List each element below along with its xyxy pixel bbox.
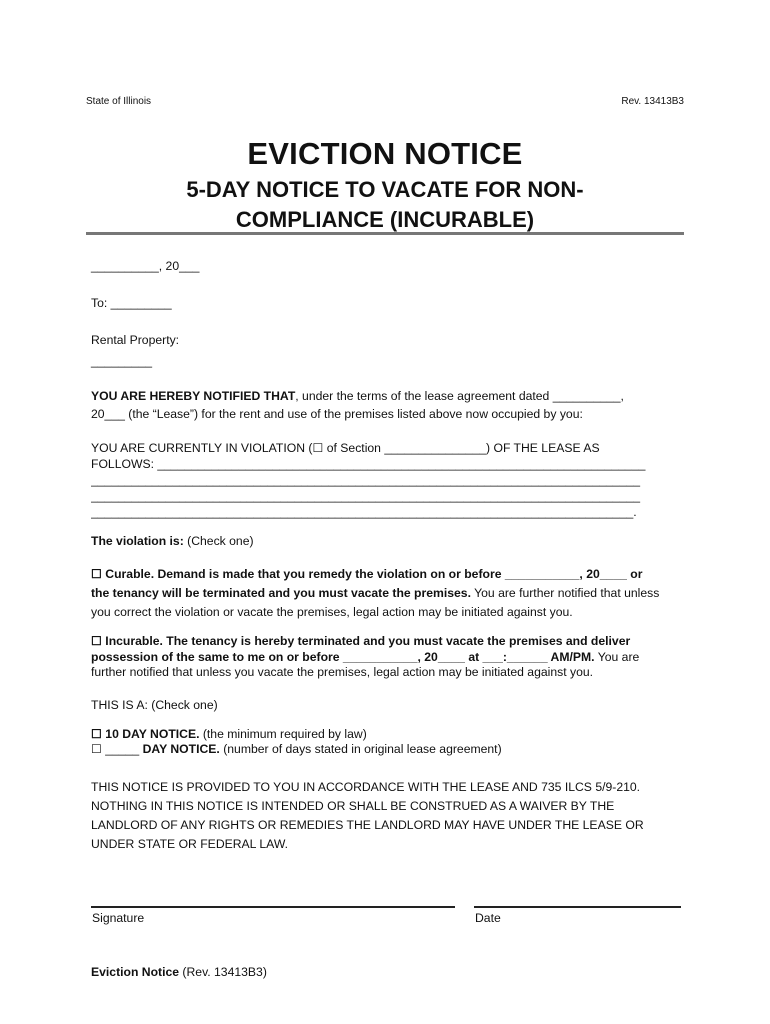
legal-line-1: THIS NOTICE IS PROVIDED TO YOU IN ACCORDANCE WITH THE LEASE AND 735 ILCS 5/9-210. — [91, 780, 641, 794]
signature-line — [91, 906, 455, 908]
violation-line-4: _________________________________________________________________________________ — [91, 489, 641, 503]
notice-option-custom-bold: DAY NOTICE. — [142, 742, 220, 756]
page-subtitle: 5-DAY NOTICE TO VACATE FOR NON-COMPLIANCE (INCURABLE) — [186, 177, 584, 232]
to-field: To: _________ — [91, 296, 172, 310]
violation-line-3: _________________________________________________________________________________ — [91, 473, 641, 487]
notified-line-1 — [91, 388, 624, 404]
footer-title: Eviction Notice — [91, 965, 180, 979]
state-label: State of Illinois — [86, 96, 152, 107]
signature-label: Signature — [92, 911, 145, 925]
curable-checkbox-label: ☐ Curable. Demand is made that you remedy the violation on or before ___________, 20____ or — [91, 567, 643, 581]
notice-option-custom-day — [91, 741, 502, 757]
rental-property-label: Rental Property: — [91, 333, 180, 347]
incurable-checkbox-label: ☐ Incurable. The tenancy is hereby terminated and you must vacate the premises and deliver — [91, 634, 631, 648]
legal-line-2: NOTHING IN THIS NOTICE IS INTENDED OR SHALL BE CONSTRUED AS A WAIVER BY THE — [91, 799, 615, 813]
violation-line-2: FOLLOWS: ________________________________________________________________________ — [91, 457, 646, 471]
curable-line-2-rest: You are further notified that unless — [470, 586, 660, 600]
title-divider — [86, 232, 684, 235]
curable-line-1 — [91, 566, 642, 582]
incurable-line-2-bold: possession of the same to me on or before ___________, 20____ at ___:______ AM/PM. — [91, 650, 595, 664]
incurable-line-2 — [91, 649, 639, 665]
footer — [91, 964, 267, 980]
notified-lead: YOU ARE HEREBY NOTIFIED THAT — [91, 389, 296, 403]
violation-is — [91, 533, 254, 549]
notice-option-10-day-rest: (the minimum required by law) — [199, 727, 367, 741]
incurable-line-3: further notified that unless you vacate the premises, legal action may be initiated against you. — [91, 665, 594, 679]
notice-type-label: THIS IS A: (Check one) — [91, 698, 218, 712]
date-field: __________, 20___ — [91, 259, 200, 273]
page-title: EVICTION NOTICE — [247, 136, 523, 171]
notice-option-10-day — [91, 726, 367, 742]
notice-option-custom-prefix: ☐ _____ — [91, 742, 143, 756]
curable-line-2 — [91, 585, 659, 601]
incurable-line-2-rest: You are — [594, 650, 640, 664]
footer-revision: (Rev. 13413B3) — [179, 965, 267, 979]
violation-line-5: ________________________________________________________________________________. — [91, 505, 637, 519]
violation-is-label: The violation is: — [91, 534, 184, 548]
date-line — [474, 906, 681, 908]
violation-is-hint: (Check one) — [183, 534, 254, 548]
notified-line-1-rest: , under the terms of the lease agreement dated __________, — [295, 389, 624, 403]
violation-line-1: YOU ARE CURRENTLY IN VIOLATION (☐ of Section _______________) OF THE LEASE AS — [91, 441, 600, 455]
incurable-line-1 — [91, 633, 630, 649]
date-label: Date — [475, 911, 501, 925]
notified-line-2: 20___ (the “Lease”) for the rent and use of the premises listed above now occupied by you: — [91, 407, 583, 421]
curable-line-2-bold: the tenancy will be terminated and you must vacate the premises. — [91, 586, 471, 600]
notice-option-10-day-bold: ☐ 10 DAY NOTICE. — [91, 727, 200, 741]
legal-line-4: UNDER STATE OR FEDERAL LAW. — [91, 837, 289, 851]
revision-label: Rev. 13413B3 — [621, 96, 684, 107]
rental-property-value: _________ — [91, 354, 153, 368]
curable-line-3: you correct the violation or vacate the premises, legal action may be initiated against you. — [91, 605, 573, 619]
legal-line-3: LANDLORD OF ANY RIGHTS OR REMEDIES THE LANDLORD MAY HAVE UNDER THE LEASE OR — [91, 818, 644, 832]
notice-option-custom-rest: (number of days stated in original lease agreement) — [219, 742, 502, 756]
